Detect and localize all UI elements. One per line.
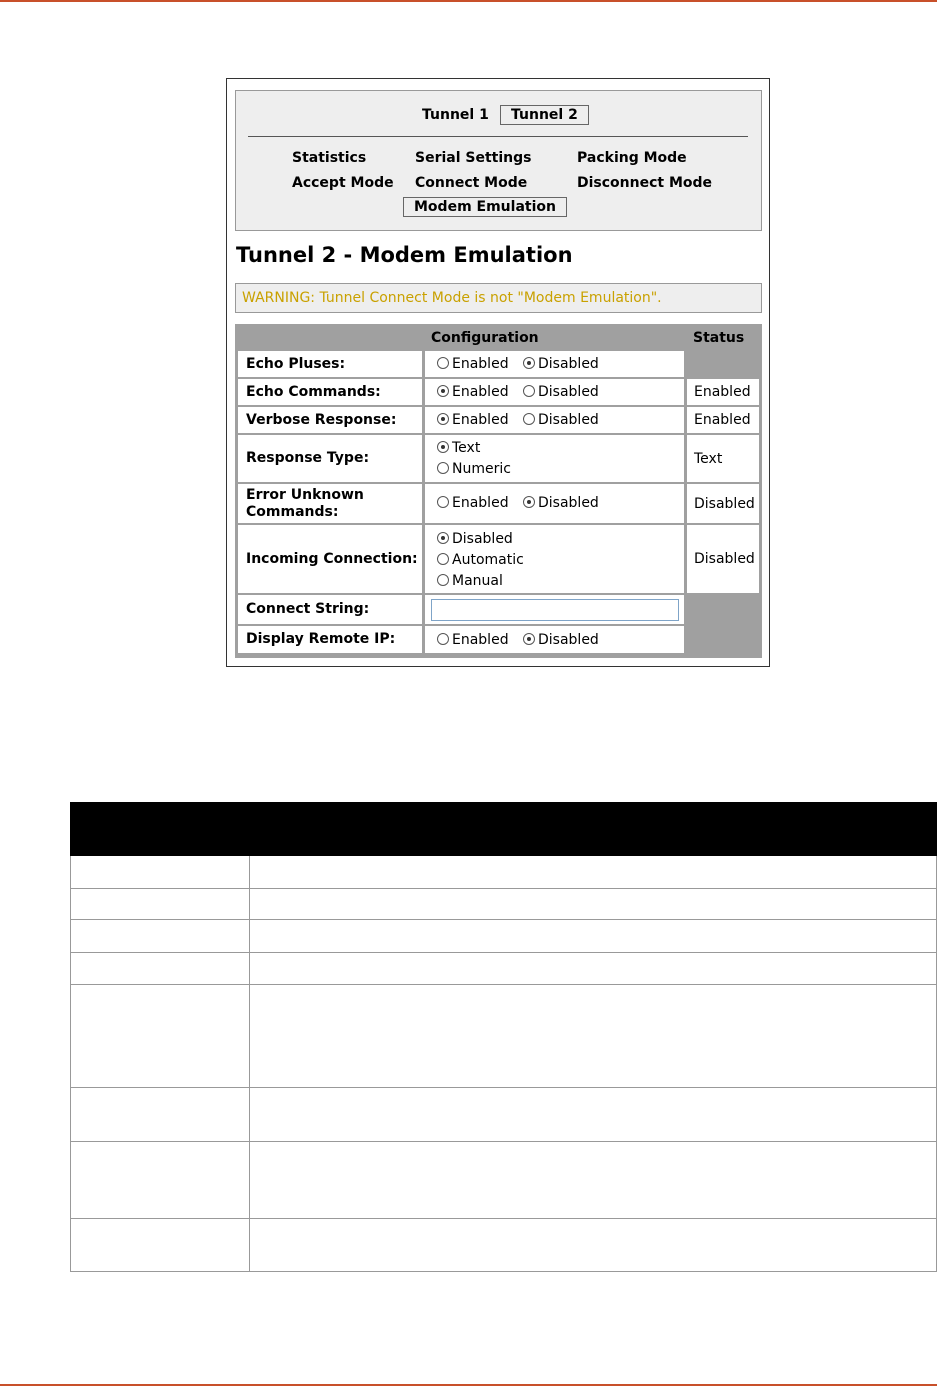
- option-label: Automatic: [452, 552, 524, 568]
- incoming-connection-options: [425, 525, 684, 593]
- menu-connect-mode[interactable]: Connect Mode: [415, 175, 528, 191]
- incoming-connection-automatic[interactable]: [437, 552, 524, 568]
- label-text: Error Unknown: [246, 487, 364, 503]
- label-response-type: [238, 435, 422, 482]
- response-type-text[interactable]: [437, 440, 480, 456]
- modem-config-table: [235, 324, 762, 658]
- echo-commands-enabled[interactable]: [437, 384, 509, 400]
- menu-packing-mode[interactable]: Packing Mode: [577, 150, 687, 166]
- echo-pluses-disabled[interactable]: [523, 356, 599, 372]
- option-label: Enabled: [452, 412, 509, 428]
- verbose-response-disabled[interactable]: [523, 412, 599, 428]
- tab-tunnel-1[interactable]: Tunnel 1: [422, 107, 489, 123]
- table-row-divider: [70, 984, 937, 985]
- description-table: [70, 802, 937, 1272]
- option-label: Disabled: [538, 412, 599, 428]
- label-text: Echo Pluses:: [246, 355, 346, 372]
- display-remote-ip-enabled[interactable]: [437, 632, 509, 648]
- option-label: Text: [452, 440, 481, 456]
- option-label: Enabled: [452, 356, 509, 372]
- option-label: Enabled: [452, 384, 509, 400]
- option-label: Disabled: [538, 632, 599, 648]
- table-row-divider: [70, 1218, 937, 1219]
- label-connect-string: [238, 595, 422, 624]
- error-unknown-commands-options: [425, 484, 684, 523]
- option-label: Disabled: [452, 531, 513, 547]
- status-header: Status: [693, 330, 745, 346]
- verbose-response-options: [425, 407, 684, 433]
- option-label: Manual: [452, 573, 503, 589]
- option-label: Disabled: [538, 356, 599, 372]
- nav-divider: [248, 136, 748, 137]
- radio-selected-icon[interactable]: [523, 633, 535, 645]
- radio-selected-icon[interactable]: [523, 496, 535, 508]
- label-error-unknown-commands: [238, 484, 422, 523]
- radio-selected-icon[interactable]: [437, 413, 449, 425]
- echo-pluses-enabled[interactable]: [437, 356, 509, 372]
- page-top-rule: [0, 0, 937, 2]
- status-incoming-connection: Disabled: [687, 525, 759, 593]
- radio-icon[interactable]: [437, 574, 449, 586]
- verbose-response-enabled[interactable]: [437, 412, 509, 428]
- option-label: Disabled: [538, 495, 599, 511]
- label-text: Display Remote IP:: [246, 631, 396, 647]
- incoming-connection-manual[interactable]: [437, 573, 503, 589]
- label-text: Echo Commands:: [246, 383, 381, 400]
- status-verbose-response: Enabled: [687, 407, 759, 433]
- tunnel-nav-panel: [235, 90, 762, 231]
- table-row-divider: [70, 919, 937, 920]
- status-response-type: Text: [687, 435, 759, 482]
- menu-accept-mode[interactable]: Accept Mode: [292, 175, 394, 191]
- table-row-divider: [70, 888, 937, 889]
- option-label: Disabled: [538, 384, 599, 400]
- radio-icon[interactable]: [437, 357, 449, 369]
- option-label: Enabled: [452, 495, 509, 511]
- menu-serial-settings[interactable]: Serial Settings: [415, 150, 532, 166]
- label-echo-commands: [238, 379, 422, 405]
- label-text: Incoming Connection:: [246, 550, 418, 567]
- echo-pluses-options: [425, 351, 684, 377]
- page-bottom-rule: [0, 1384, 937, 1386]
- radio-icon[interactable]: [523, 385, 535, 397]
- configuration-header: Configuration: [431, 330, 539, 346]
- menu-statistics[interactable]: Statistics: [292, 150, 367, 166]
- menu-disconnect-mode[interactable]: Disconnect Mode: [577, 175, 713, 191]
- radio-icon[interactable]: [437, 633, 449, 645]
- label-verbose-response: [238, 407, 422, 433]
- tab-tunnel-2[interactable]: Tunnel 2: [500, 105, 589, 125]
- menu-modem-emulation[interactable]: Modem Emulation: [403, 197, 567, 217]
- radio-icon[interactable]: [437, 496, 449, 508]
- display-remote-ip-disabled[interactable]: [523, 632, 599, 648]
- echo-commands-disabled[interactable]: [523, 384, 599, 400]
- label-echo-pluses: [238, 351, 422, 377]
- radio-selected-icon[interactable]: [437, 532, 449, 544]
- radio-selected-icon[interactable]: [437, 441, 449, 453]
- connect-string-cell: [425, 595, 684, 624]
- table-row-divider: [70, 952, 937, 953]
- table-row-divider: [70, 1271, 937, 1272]
- label-text: Verbose Response:: [246, 411, 397, 428]
- label-text: Response Type:: [246, 450, 370, 466]
- status-error-unknown-commands: Disabled: [687, 484, 759, 523]
- error-unknown-disabled[interactable]: [523, 495, 599, 511]
- error-unknown-enabled[interactable]: [437, 495, 509, 511]
- option-label: Numeric: [452, 461, 511, 477]
- response-type-numeric[interactable]: [437, 461, 511, 477]
- label-incoming-connection: [238, 525, 422, 593]
- radio-selected-icon[interactable]: [437, 385, 449, 397]
- description-table-header: [70, 802, 937, 856]
- connect-string-input[interactable]: [431, 599, 679, 621]
- radio-icon[interactable]: [437, 462, 449, 474]
- response-type-options: [425, 435, 684, 482]
- radio-selected-icon[interactable]: [523, 357, 535, 369]
- radio-icon[interactable]: [437, 553, 449, 565]
- page-title: Tunnel 2 - Modem Emulation: [236, 243, 573, 267]
- screenshot-frame: [226, 78, 770, 667]
- table-row-divider: [70, 1087, 937, 1088]
- option-label: Enabled: [452, 632, 509, 648]
- incoming-connection-disabled[interactable]: [437, 531, 513, 547]
- warning-banner: WARNING: Tunnel Connect Mode is not "Modem Emulation".: [235, 283, 762, 313]
- status-echo-commands: Enabled: [687, 379, 759, 405]
- label-text: Commands:: [246, 504, 339, 520]
- echo-commands-options: [425, 379, 684, 405]
- label-display-remote-ip: [238, 626, 422, 653]
- radio-icon[interactable]: [523, 413, 535, 425]
- table-row-divider: [70, 1141, 937, 1142]
- display-remote-ip-options: [425, 626, 684, 653]
- label-text: Connect String:: [246, 601, 370, 617]
